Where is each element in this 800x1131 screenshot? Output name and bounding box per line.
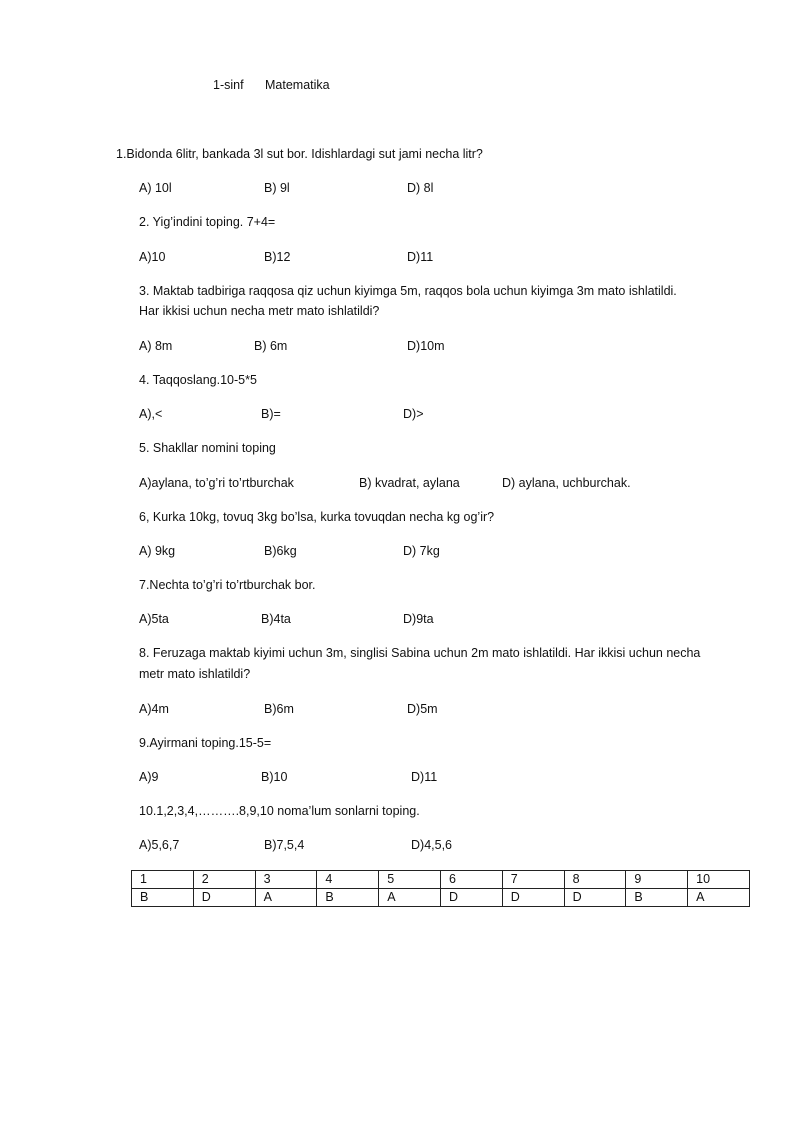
answer-key-number-cell: 8 (564, 871, 626, 889)
answer-key-number-cell: 9 (626, 871, 688, 889)
question-4-text: 4. Taqqoslang.10-5*5 (139, 373, 257, 387)
question-6-option-a: A) 9kg (139, 544, 176, 558)
question-3-option-d: D)10m (407, 339, 445, 353)
question-6-option-d: D) 7kg (403, 544, 440, 558)
answer-key-answer-cell: B (626, 889, 688, 907)
question-4-option-a: A),< (139, 407, 163, 421)
subject-label: Matematika (265, 78, 330, 92)
question-7-option-d: D)9ta (403, 612, 434, 626)
question-10-text: 10.1,2,3,4,……….8,9,10 noma’lum sonlarni toping. (139, 804, 420, 818)
question-10-option-a: A)5,6,7 (139, 838, 180, 852)
question-9-option-d: D)11 (411, 770, 438, 784)
question-8-option-b: B)6m (264, 702, 294, 716)
answer-key-answers-row (132, 889, 750, 907)
question-2-text: 2. Yig’indini toping. 7+4= (139, 215, 276, 229)
answer-key-answer-cell: B (317, 889, 379, 907)
question-9-text: 9.Ayirmani toping.15-5= (139, 736, 272, 750)
question-2-option-b: B)12 (264, 250, 291, 264)
question-3-option-b: B) 6m (254, 339, 288, 353)
answer-key-table (131, 870, 750, 907)
question-8-text-line1: 8. Feruzaga maktab kiyimi uchun 3m, singlisi Sabina uchun 2m mato ishlatildi. Har ikkisi uchun necha (139, 646, 701, 660)
question-5-option-d: D) aylana, uchburchak. (502, 476, 631, 490)
question-6-option-b: B)6kg (264, 544, 297, 558)
question-7-option-a: A)5ta (139, 612, 169, 626)
answer-key-answer-cell: D (564, 889, 626, 907)
question-1-text: 1.Bidonda 6litr, bankada 3l sut bor. Idishlardagi sut jami necha litr? (116, 147, 483, 161)
answer-key-number-cell: 3 (255, 871, 317, 889)
question-1-option-d: D) 8l (407, 181, 434, 195)
answer-key-number-cell: 6 (440, 871, 502, 889)
question-9-option-a: A)9 (139, 770, 159, 784)
grade-label: 1-sinf (213, 78, 244, 92)
answer-key-answer-cell: A (255, 889, 317, 907)
question-9-option-b: B)10 (261, 770, 288, 784)
question-1-option-a: A) 10l (139, 181, 172, 195)
question-4-option-d: D)> (403, 407, 424, 421)
answer-key-number-cell: 2 (193, 871, 255, 889)
question-7-text: 7.Nechta to’g’ri to’rtburchak bor. (139, 578, 316, 592)
question-5-text: 5. Shakllar nomini toping (139, 441, 276, 455)
question-3-text-line1: 3. Maktab tadbiriga raqqosa qiz uchun kiyimga 5m, raqqos bola uchun kiyimga 3m mato ishlatildi. (139, 284, 677, 298)
answer-key-number-cell: 5 (379, 871, 441, 889)
answer-key-number-cell: 10 (688, 871, 750, 889)
question-4-option-b: B)= (261, 407, 281, 421)
question-5-option-b: B) kvadrat, aylana (359, 476, 460, 490)
answer-key-answer-cell: B (132, 889, 194, 907)
question-1-option-b: B) 9l (264, 181, 290, 195)
answer-key-answer-cell: D (193, 889, 255, 907)
answer-key-number-cell: 1 (132, 871, 194, 889)
question-10-option-d: D)4,5,6 (411, 838, 452, 852)
question-2-option-d: D)11 (407, 250, 434, 264)
question-5-option-a: A)aylana, to’g’ri to’rtburchak (139, 476, 294, 490)
answer-key-answer-cell: D (440, 889, 502, 907)
answer-key-answer-cell: A (379, 889, 441, 907)
question-3-option-a: A) 8m (139, 339, 173, 353)
question-8-option-d: D)5m (407, 702, 438, 716)
question-2-option-a: A)10 (139, 250, 166, 264)
question-8-text-line2: metr mato ishlatildi? (139, 667, 251, 681)
answer-key-answer-cell: D (502, 889, 564, 907)
answer-key-number-cell: 7 (502, 871, 564, 889)
question-10-option-b: B)7,5,4 (264, 838, 305, 852)
question-3-text-line2: Har ikkisi uchun necha metr mato ishlatildi? (139, 304, 380, 318)
question-7-option-b: B)4ta (261, 612, 291, 626)
question-6-text: 6, Kurka 10kg, tovuq 3kg bo’lsa, kurka tovuqdan necha kg og’ir? (139, 510, 495, 524)
answer-key-answer-cell: A (688, 889, 750, 907)
answer-key-numbers-row (132, 871, 750, 889)
answer-key-number-cell: 4 (317, 871, 379, 889)
question-8-option-a: A)4m (139, 702, 169, 716)
